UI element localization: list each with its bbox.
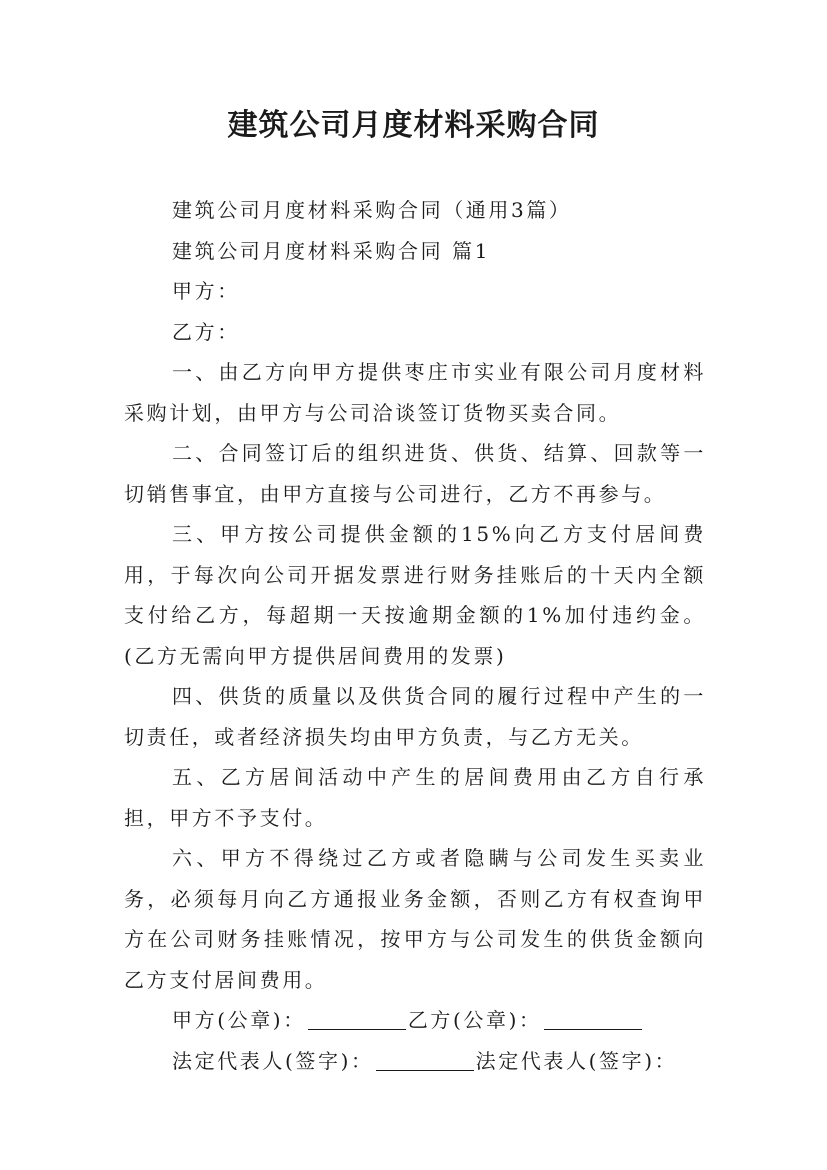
clause-4: 四、供货的质量以及供货合同的履行过程中产生的一切责任，或者经济损失均由甲方负责，与乙方无关。 bbox=[124, 684, 706, 749]
party-a-seal-blank bbox=[308, 1009, 406, 1030]
party-b-seal-blank bbox=[544, 1009, 642, 1030]
rep-b-label: 法定代表人(签字)： bbox=[475, 1048, 678, 1073]
document-body bbox=[124, 190, 706, 1081]
clause-2: 二、合同签订后的组织进货、供货、结算、回款等一切销售事宜，由甲方直接与公司进行，乙方不再参与。 bbox=[124, 441, 706, 506]
paragraph-subtitle: 建筑公司月度材料采购合同（通用3篇） bbox=[172, 198, 572, 222]
signature-seal-line bbox=[124, 1000, 706, 1041]
paragraph-party-a: 甲方： bbox=[172, 279, 240, 303]
party-b-seal-label: 乙方(公章)： bbox=[407, 1008, 542, 1032]
party-a-seal-label: 甲方(公章)： bbox=[172, 1008, 306, 1032]
paragraph-heading: 建筑公司月度材料采购合同 篇1 bbox=[172, 238, 491, 263]
clause-1: 一、由乙方向甲方提供枣庄市实业有限公司月度材料采购计划，由甲方与公司洽谈签订货物买卖合同。 bbox=[124, 360, 706, 425]
document-title: 建筑公司月度材料采购合同 bbox=[227, 108, 600, 143]
paragraph-party-b: 乙方： bbox=[172, 319, 240, 344]
rep-a-blank bbox=[376, 1050, 474, 1071]
signature-rep-line bbox=[124, 1041, 706, 1082]
clause-5: 五、乙方居间活动中产生的居间费用由乙方自行承担，甲方不予支付。 bbox=[124, 765, 706, 830]
clause-6: 六、甲方不得绕过乙方或者隐瞒与公司发生买卖业务，必须每月向乙方通报业务金额，否则乙方有权查询甲方在公司财务挂账情况，按甲方与公司发生的供货金额向乙方支付居间费用。 bbox=[124, 846, 706, 992]
clause-3: 三、甲方按公司提供金额的15%向乙方支付居间费用，于每次向公司开据发票进行财务挂账后的十天内全额支付给乙方，每超期一天按逾期金额的1%加付违约金。(乙方无需向甲方提供居间费用的发票) bbox=[124, 522, 706, 668]
rep-a-label: 法定代表人(签字)： bbox=[172, 1048, 374, 1073]
